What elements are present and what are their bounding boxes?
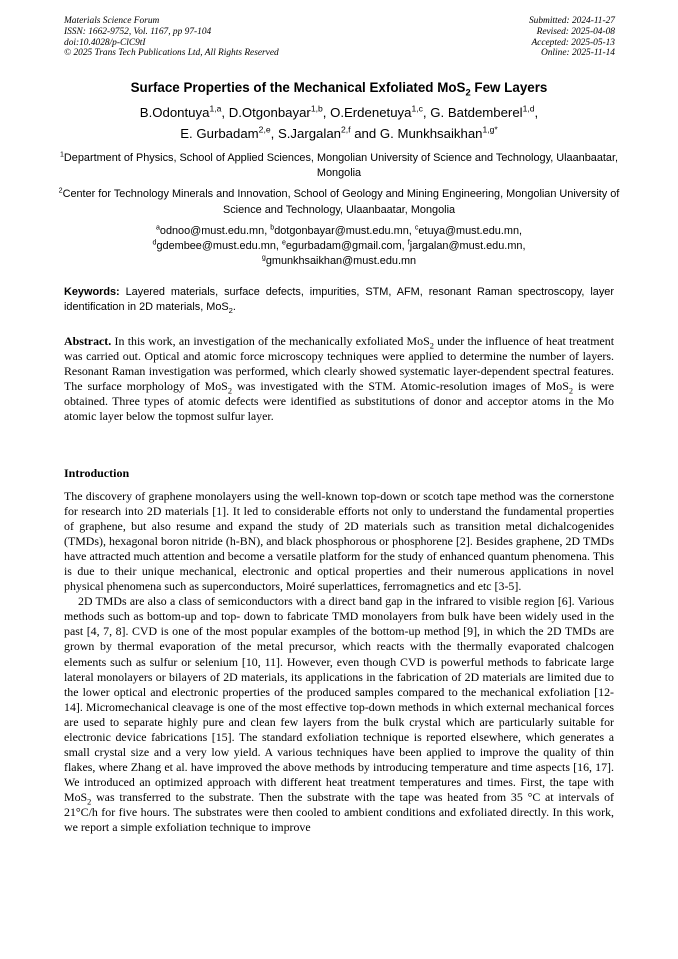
revised-date: Revised: 2025-04-08: [536, 26, 615, 37]
affiliations: [40, 151, 638, 269]
email-separator: ,: [408, 224, 415, 237]
affiliation-text: Department of Physics, School of Applied Sciences, Mongolian University of Science and Technology, Ulaanbaatar, Mongolia: [63, 152, 619, 180]
author-list: [30, 103, 648, 144]
author-name: G. Munkhsaikhan: [379, 125, 483, 141]
intro-paragraph-2-text: 2D TMDs are also a class of semiconductors with a direct band gap in the infrared to visible region [6]. Various methods such as bottom-up and top- down to fabricate TMD monolayers from bulk have been widely used in the past [4, 7, 8]. CVD is one of the most popular examples of the bottom-up method [9], in which the 2D TMDs are grown by thermal evaporation of the metal precursor, which reacts with the thermally evaporated chalcogen elements such as sulfur or selenium [10, 11]. However, even though CVD is powerful methods to fabricate large lateral monolayers or bilayers of 2D materials, its applications in the fabrication of 2D materials are limited due to the lower optical and electronic properties of the produced samples compared to the mechanical exfoliation [12-14]. Micromechanical cleavage is one of the most effective top-down methods in which external mechanical forces are used to separate highly pure and clean few layers from the bulk crystal which are particularly suitable for electronic device fabrications [15]. The standard exfoliation technique is reported elsewhere, which generates a small crystal size and a very low yield. A various techniques have been applied to improve the quality of thin flakes, where Zhang et al. have improved the above methods by introducing temperature and time aspects [16, 17]. We introduced an optimized approach with different heat treatment temperatures and times. First, the tape with MoS: [64, 594, 614, 804]
author-name: S.Jargalan: [277, 125, 341, 141]
author-name: D.Otgonbayar: [228, 105, 311, 120]
email-separator: ,: [264, 224, 271, 237]
title-subscript: 2: [465, 87, 471, 98]
introduction-heading: Introduction: [64, 466, 130, 480]
author-affil-mark: 2,e: [258, 124, 271, 135]
author-name: B.Odontuya: [139, 105, 210, 120]
intro-paragraph-2-tail: was transferred to the substrate. Then the substrate with the tape was heated from 35 °C at intervals of 21°C/h for five hours. The substrates were then cooled to ambient conditions and exfoliated directly. In this work, we report a simple exfoliation technique to improve: [64, 789, 614, 835]
email-address[interactable]: etuya@must.edu.mn,: [418, 224, 523, 237]
abstract-subscript: 2: [568, 386, 574, 396]
affiliation-mark: 2: [58, 186, 63, 195]
intro-paragraph-2: [64, 594, 614, 835]
email-mark: f: [407, 238, 410, 247]
affiliation-1: [40, 151, 638, 181]
title-main: Surface Properties of the Mechanical Exfoliated MoS: [130, 80, 466, 95]
abstract-text: In this work, an investigation of the mechanically exfoliated MoS: [111, 334, 430, 348]
author-separator: and: [350, 125, 380, 141]
publication-dates: [529, 16, 615, 59]
keywords-label: Keywords:: [64, 286, 120, 298]
paper-title: [40, 80, 638, 96]
email-address[interactable]: gdembee@must.edu.mn: [156, 240, 276, 253]
abstract-subscript: 2: [429, 341, 434, 351]
author-affil-mark: 1,c: [411, 103, 423, 114]
journal-name: Materials Science Forum: [64, 16, 160, 26]
author-affil-mark: 1,a: [209, 103, 222, 114]
keywords-subscript: 2: [228, 306, 233, 316]
abstract-label: Abstract.: [64, 334, 112, 348]
abstract-text: was investigated with the STM. Atomic-resolution images of MoS: [231, 378, 569, 393]
journal-info: [64, 16, 279, 59]
title-tail: Few Layers: [470, 80, 548, 95]
author-affil-mark: 1,d: [522, 103, 535, 114]
email-mark: d: [152, 238, 157, 247]
email-address[interactable]: egurbadam@gmail.com: [285, 240, 402, 253]
author-separator: ,: [534, 105, 539, 120]
email-mark: b: [270, 223, 275, 232]
author-separator: ,: [270, 125, 278, 141]
accepted-date: Accepted: 2025-05-13: [531, 37, 615, 48]
email-address[interactable]: jargalan@must.edu.mn,: [409, 240, 526, 253]
email-address[interactable]: gmunkhsaikhan@must.edu.mn: [265, 255, 417, 268]
author-affil-mark: 1,b: [310, 103, 323, 114]
email-separator: ,: [275, 240, 282, 253]
author-separator: ,: [221, 105, 229, 120]
email-mark: c: [414, 223, 419, 232]
author-separator: ,: [422, 105, 431, 120]
email-mark: g: [261, 253, 266, 262]
affiliation-text: Center for Technology Minerals and Innovation, School of Geology and Mining Engineering, Mongolian University of Science and Technology, Ulaanbaatar, Mongolia: [62, 188, 620, 216]
email-address[interactable]: dotgonbayar@must.edu.mn: [274, 224, 409, 237]
author-separator: ,: [322, 105, 331, 120]
email-address[interactable]: odnoo@must.edu.mn: [159, 224, 265, 237]
email-list: [40, 224, 638, 270]
online-date: Online: 2025-11-14: [540, 48, 615, 59]
introduction-body: [64, 489, 614, 835]
submitted-date: Submitted: 2024-11-27: [528, 16, 615, 26]
abstract-subscript: 2: [227, 386, 232, 396]
abstract-text: is were obtained. Three types of atomic defects were identified as substitutions of donor and acceptor atoms in the Mo atomic layer below the topmost sulfur layer.: [64, 378, 614, 423]
copyright-line: © 2025 Trans Tech Publications Ltd, All Rights Reserved: [64, 48, 279, 59]
intro-subscript: 2: [87, 797, 92, 807]
abstract-section: [64, 334, 614, 423]
email-mark: e: [281, 238, 286, 247]
issn-line: ISSN: 1662-9752, Vol. 1167, pp 97-104: [64, 26, 212, 37]
author-affil-mark: 1,g*: [482, 124, 498, 135]
email-separator: ,: [401, 240, 408, 253]
keywords-text: Layered materials, surface defects, impurities, STM, AFM, resonant Raman spectroscopy, layer identification in 2D materials, MoS: [64, 286, 614, 313]
doi-line: doi:10.4028/p-ClC9tI: [64, 37, 146, 48]
author-name: E. Gurbadam: [180, 125, 259, 141]
keywords-end: .: [232, 301, 236, 313]
keywords-section: [64, 285, 614, 315]
author-affil-mark: 2,f: [340, 124, 351, 135]
affiliation-2: [40, 187, 638, 217]
intro-paragraph-1: The discovery of graphene monolayers using the well-known top-down or scotch tape method was the cornerstone for research into 2D materials [1]. It led to considerable efforts not only to understand the fundamental properties of graphene, but also resume and expand the study of 2D materials such as transition metal dichalcogenides (TMDs), hexagonal boron nitride (h-BN), and black phosphorous or phosphorene [2]. Besides graphene, 2D TMDs have attracted much attention and become a versatile platform for the study of enhanced quantum phenomena. This is due to their unique mechanical, electronic and optical properties and their numerous applications in novel physical phenomena such as superconductors, Moiré superlattices, ferromagnetics and etc [3-5].: [64, 489, 614, 594]
affiliation-mark: 1: [59, 150, 64, 159]
email-mark: a: [155, 223, 160, 232]
author-name: O.Erdenetuya: [330, 105, 412, 120]
abstract-text: under the influence of heat treatment was carried out. Optical and atomic force microscopy techniques were applied to determine the number of layers. Resonant Raman investigation was performed, which clearly showed systematic layer-dependent spectral features. The surface morphology of MoS: [64, 334, 614, 393]
author-name: G. Batdemberel: [430, 105, 523, 120]
